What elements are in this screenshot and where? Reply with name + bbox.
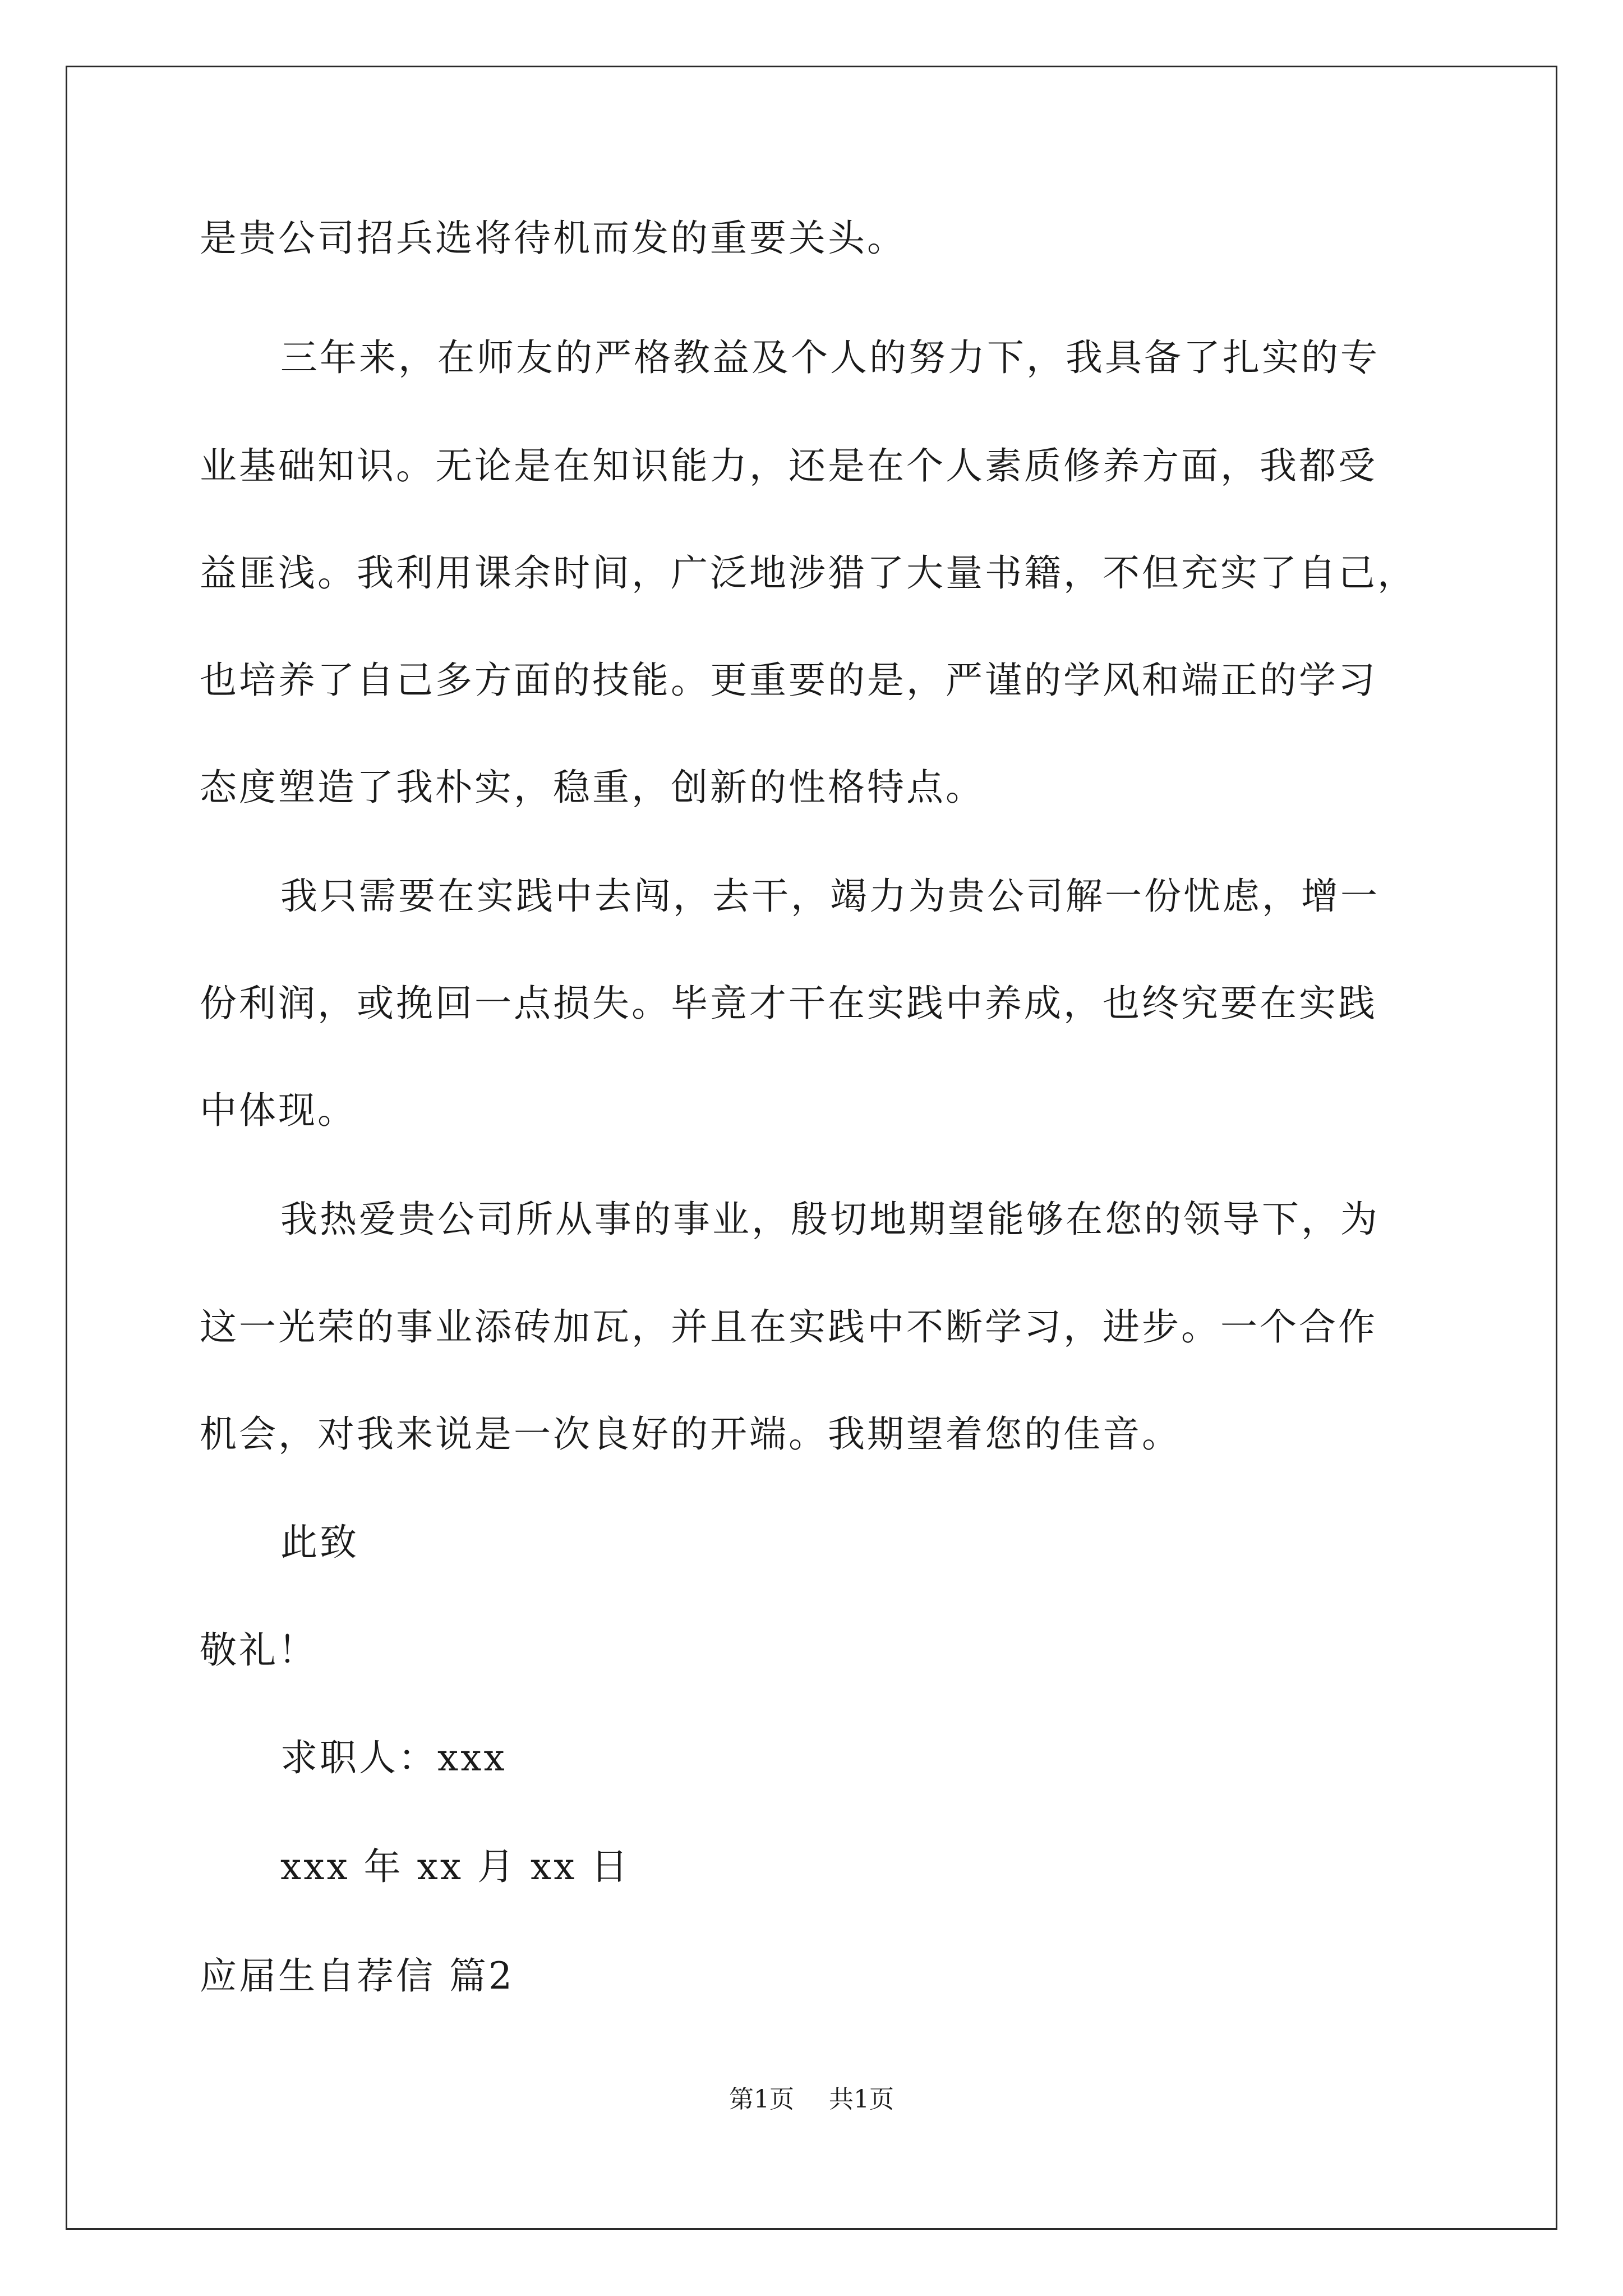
paragraph-1-line-1: 三年来，在师友的严格教益及个人的努力下，我具备了扎实的专 bbox=[280, 336, 1380, 379]
page-border bbox=[66, 66, 1557, 2230]
applicant-signature: 求职人：xxx bbox=[280, 1736, 507, 1779]
page-number: 第1页 bbox=[729, 2085, 794, 2114]
paragraph-1-line-3: 益匪浅。我利用课余时间，广泛地涉猎了大量书籍，不但充实了自己， bbox=[200, 551, 1417, 595]
paragraph-2-line-1: 我只需要在实践中去闯，去干，竭力为贵公司解一份忧虑，增一 bbox=[280, 875, 1380, 918]
letter-date: xxx 年 xx 月 xx 日 bbox=[280, 1845, 630, 1888]
page-total: 共1页 bbox=[829, 2085, 894, 2114]
paragraph-2-line-3: 中体现。 bbox=[200, 1089, 357, 1132]
paragraph-1-line-5: 态度塑造了我朴实，稳重，创新的性格特点。 bbox=[200, 766, 985, 809]
paragraph-2-line-2: 份利润，或挽回一点损失。毕竟才干在实践中养成，也终究要在实践 bbox=[200, 982, 1377, 1025]
paragraph-3-line-1: 我热爱贵公司所从事的事业，殷切地期望能够在您的领导下，为 bbox=[280, 1198, 1380, 1241]
paragraph-1-line-2: 业基础知识。无论是在知识能力，还是在个人素质修养方面，我都受 bbox=[200, 444, 1377, 487]
paragraph-3-line-3: 机会，对我来说是一次良好的开端。我期望着您的佳音。 bbox=[200, 1412, 1181, 1456]
page-footer bbox=[0, 2084, 1623, 2115]
closing-salutation: 此致 bbox=[280, 1521, 359, 1564]
body-line-1: 是贵公司招兵选将待机而发的重要关头。 bbox=[200, 217, 906, 260]
paragraph-1-line-4: 也培养了自己多方面的技能。更重要的是，严谨的学风和端正的学习 bbox=[200, 659, 1377, 702]
next-section-heading: 应届生自荐信 篇2 bbox=[200, 1954, 514, 1998]
closing-regards: 敬礼！ bbox=[200, 1628, 317, 1672]
paragraph-3-line-2: 这一光荣的事业添砖加瓦，并且在实践中不断学习，进步。一个合作 bbox=[200, 1305, 1377, 1349]
